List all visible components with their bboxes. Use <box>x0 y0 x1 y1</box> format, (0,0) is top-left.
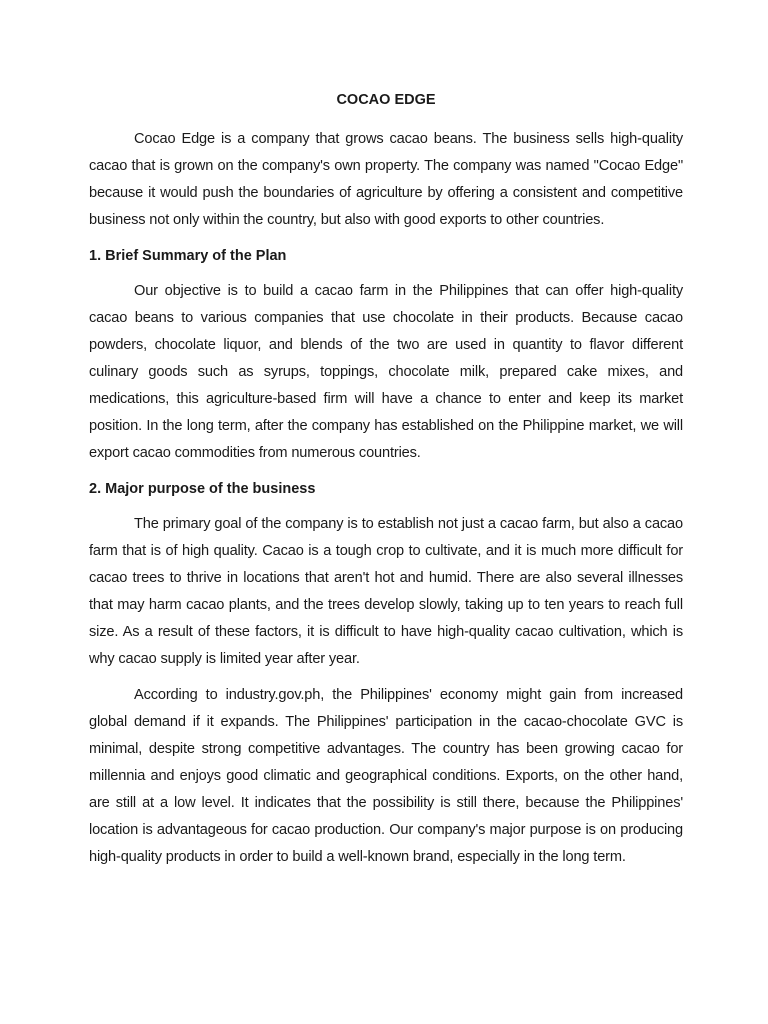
spacer <box>89 501 683 511</box>
intro-paragraph: Cocao Edge is a company that grows cacao beans. The business sells high-quality cacao that is grown on the company's own property. The company was named "Cocao Edge" because it would push the boundaries of agriculture by offering a consistent and competitive business not only within the country, but also with good exports to other countries. <box>89 131 683 228</box>
spacer <box>89 268 683 278</box>
major-purpose-paragraph-2: According to industry.gov.ph, the Philippines' economy might gain from increased global demand if it expands. The Philippines' participation in the cacao-chocolate GVC is minimal, despite strong competitive advantages. The country has been growing cacao for millennia and enjoys good climatic and geographical conditions. Exports, on the other hand, are still at a low level. It indicates that the possibility is still there, because the Philippines' location is advantageous for cacao production. Our company's major purpose is on producing high-quality products in order to build a well-known brand, especially in the long term. <box>89 687 683 865</box>
major-purpose-paragraph-1: The primary goal of the company is to establish not just a cacao farm, but also a cacao farm that is of high quality. Cacao is a tough crop to cultivate, and it is much more difficult for cacao trees to thrive in locations that aren't hot and humid. There are also several illnesses that may harm cacao plants, and the trees develop slowly, taking up to ten years to reach full size. As a result of these factors, it is difficult to have high-quality cacao cultivation, which is why cacao supply is limited year after year. <box>89 516 683 667</box>
document-title: COCAO EDGE <box>336 92 436 108</box>
spacer <box>89 673 683 682</box>
spacer <box>89 467 683 477</box>
section-heading-major-purpose: 2. Major purpose of the business <box>89 481 316 497</box>
document-page <box>89 88 683 871</box>
section-heading-brief-summary: 1. Brief Summary of the Plan <box>89 248 287 264</box>
brief-summary-paragraph: Our objective is to build a cacao farm in the Philippines that can offer high-quality cacao beans to various companies that use chocolate in their products. Because cacao powders, chocolate liquor, and blends of the two are used in quantity to flavor different culinary goods such as syrups, toppings, chocolate milk, prepared cake mixes, and medications, this agriculture-based firm will have a chance to enter and keep its market position. In the long term, after the company has established on the Philippine market, we will export cacao commodities from numerous countries. <box>89 283 683 461</box>
spacer <box>89 234 683 244</box>
